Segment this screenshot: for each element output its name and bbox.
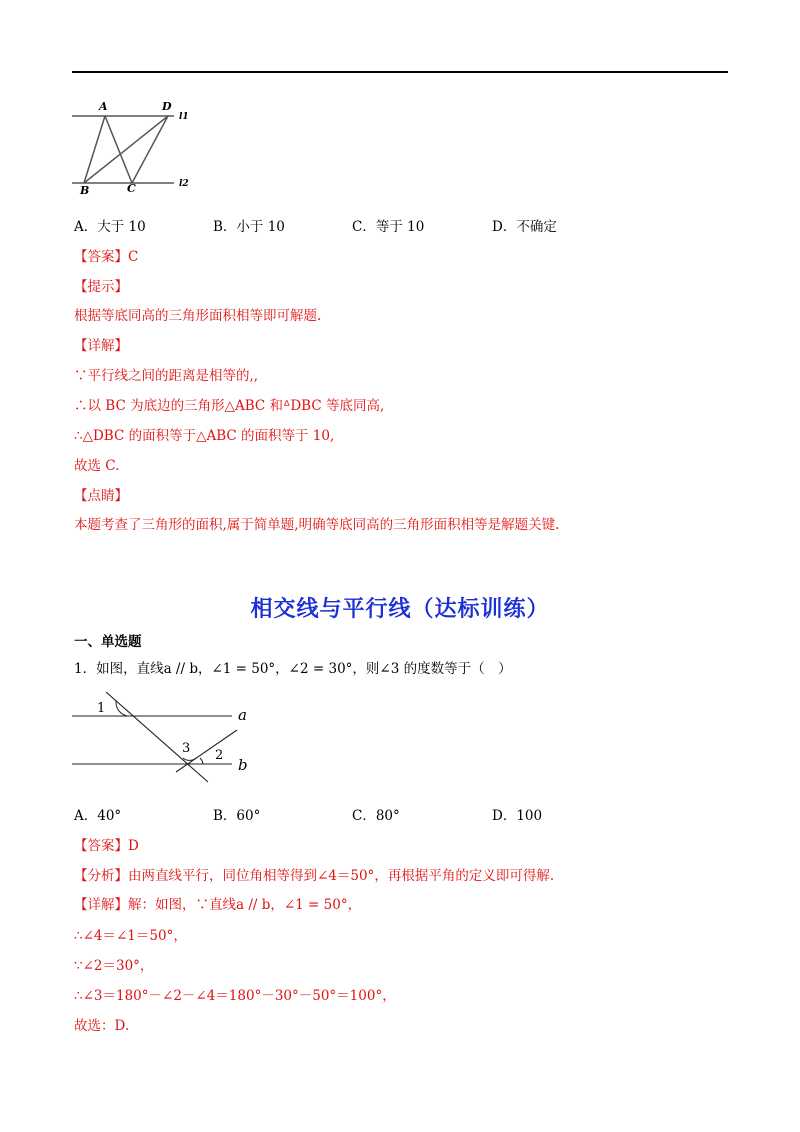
comment-text: 本题考查了三角形的面积,属于简单题,明确等底同高的三角形面积相等是解题关键. xyxy=(74,517,560,533)
hint-text: 根据等底同高的三角形面积相等即可解题. xyxy=(74,308,322,324)
angle-2-label: 2 xyxy=(215,748,224,763)
choice-c: C．等于 10 xyxy=(352,219,425,235)
label-l1: l1 xyxy=(179,112,189,122)
label-a: A xyxy=(99,100,108,113)
q1-choice-b: B．60° xyxy=(213,808,261,824)
hint-tag: 【提示】 xyxy=(74,279,128,295)
q1-detail-line-1: 【详解】解：如图，∵直线a // b，∠1 = 50°， xyxy=(74,897,362,913)
section-title: 相交线与平行线（达标训练） xyxy=(250,597,550,622)
section-heading: 一、单选题 xyxy=(74,634,142,650)
choice-d: D．不确定 xyxy=(492,219,557,235)
q1-choice-d: D．100 xyxy=(492,808,543,824)
answer-label: 【答案】C xyxy=(74,249,139,265)
label-c: C xyxy=(127,182,136,195)
parallel-lines-triangles-figure xyxy=(72,98,202,198)
q1-detail-line-5: 故选：D. xyxy=(74,1018,130,1034)
detail-line-3: ∴△DBC 的面积等于△ABC 的面积等于 10, xyxy=(74,428,335,444)
angle-1-label: 1 xyxy=(97,701,106,716)
transversal-figure xyxy=(72,692,262,784)
detail-line-4: 故选 C. xyxy=(74,458,120,474)
q1-detail-line-2: ∴∠4＝∠1＝50°， xyxy=(74,928,187,944)
label-l2: l2 xyxy=(179,179,189,189)
q1-detail-line-3: ∵∠2＝30°， xyxy=(74,958,154,974)
label-d: D xyxy=(162,100,172,113)
choice-a: A．大于 10 xyxy=(74,219,146,235)
q1-choice-c: C．80° xyxy=(352,808,400,824)
line-b-label: b xyxy=(238,756,248,774)
comment-tag: 【点睛】 xyxy=(74,488,128,504)
q1-choice-a: A．40° xyxy=(74,808,122,824)
line-a-label: a xyxy=(238,706,247,724)
q1-detail-line-4: ∴∠3＝180°－∠2－∠4＝180°－30°－50°＝100°， xyxy=(74,988,396,1004)
q1-stem: 1．如图，直线a // b，∠1 = 50°，∠2 = 30°，则∠3 的度数等于（ ） xyxy=(74,661,512,677)
label-b: B xyxy=(80,184,90,197)
header-rule xyxy=(72,71,728,73)
q1-answer: 【答案】D xyxy=(74,838,139,854)
choice-b: B．小于 10 xyxy=(213,219,285,235)
detail-line-2: ∴以 BC 为底边的三角形△ABC 和ᐞDBC 等底同高, xyxy=(74,398,385,414)
detail-line-1: ∵平行线之间的距离是相等的,, xyxy=(74,368,259,384)
q1-analysis: 【分析】由两直线平行，同位角相等得到∠4＝50°，再根据平角的定义即可得解. xyxy=(74,868,555,884)
angle-3-label: 3 xyxy=(182,741,191,756)
detail-tag: 【详解】 xyxy=(74,338,128,354)
